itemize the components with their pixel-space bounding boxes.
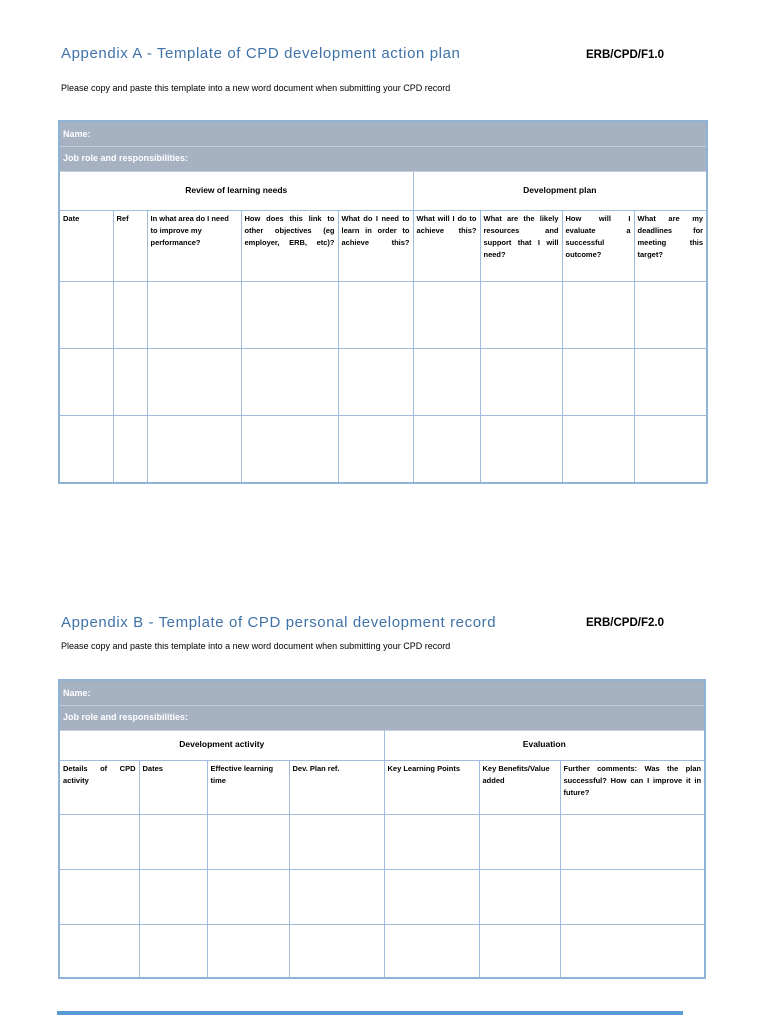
table-cell[interactable] [139,869,207,924]
table-cell[interactable] [562,281,634,348]
table-cell[interactable] [241,281,338,348]
evaluation-header: Evaluation [384,730,705,760]
table-cell[interactable] [413,416,480,483]
column-header-learning-needed: What do I need to learn in order to achieve this? [338,210,413,281]
table-cell[interactable] [338,281,413,348]
table-cell[interactable] [338,416,413,483]
appendix-a-title: Appendix A - Template of CPD development action plan [61,45,461,62]
table-cell[interactable] [560,814,705,869]
table-cell[interactable] [384,814,479,869]
appendix-b-title: Appendix B - Template of CPD personal development record [61,614,497,631]
table-cell[interactable] [413,281,480,348]
table-row [59,281,707,348]
table-cell[interactable] [113,281,147,348]
column-header-activity-details: Details of CPD activity [59,760,139,814]
table-row [59,416,707,483]
column-header-improvement-area: In what area do I need to improve my performance? [147,210,241,281]
table-cell[interactable] [207,869,289,924]
table-cell[interactable] [560,924,705,978]
table-cell[interactable] [289,814,384,869]
table-cell[interactable] [241,416,338,483]
column-header-actions: What will I do to achieve this? [413,210,480,281]
table-cell[interactable] [480,416,562,483]
job-role-label: Job role and responsibilities: [59,705,705,730]
column-header-ref: Ref [113,210,147,281]
column-header-dates: Dates [139,760,207,814]
table-cell[interactable] [147,349,241,416]
table-cell[interactable] [147,416,241,483]
appendix-a-code: ERB/CPD/F1.0 [586,49,664,61]
table-cell[interactable] [634,416,707,483]
column-header-resources: What are the likely resources and support that I will need? [480,210,562,281]
table-cell[interactable] [479,869,560,924]
column-header-key-points: Key Learning Points [384,760,479,814]
table-cell[interactable] [562,349,634,416]
table-cell[interactable] [289,869,384,924]
table-cell[interactable] [562,416,634,483]
column-header-date: Date [59,210,113,281]
table-cell[interactable] [207,814,289,869]
column-header-evaluation: How will I evaluate a successful outcome? [562,210,634,281]
job-role-label: Job role and responsibilities: [59,146,707,171]
table-cell[interactable] [480,281,562,348]
table-cell[interactable] [338,349,413,416]
appendix-b-table [58,679,706,979]
table-row [59,814,705,869]
column-header-objectives-link: How does this link to other objectives (eg employer, ERB, etc)? [241,210,338,281]
column-header-learning-time: Effective learning time [207,760,289,814]
table-cell[interactable] [634,349,707,416]
table-cell[interactable] [207,924,289,978]
table-row [59,924,705,978]
table-cell[interactable] [147,281,241,348]
appendix-b-code: ERB/CPD/F2.0 [586,617,664,629]
table-cell[interactable] [59,924,139,978]
table-cell[interactable] [139,924,207,978]
column-header-further-comments: Further comments: Was the plan successful? How can I improve it in future? [560,760,705,814]
appendix-a-instruction: Please copy and paste this template into a new word document when submitting your CPD record [61,83,451,93]
table-cell[interactable] [59,281,113,348]
table-cell[interactable] [59,814,139,869]
column-header-key-benefits: Key Benefits/Value added [479,760,560,814]
table-cell[interactable] [241,349,338,416]
footer-rule [57,1011,683,1015]
table-cell[interactable] [59,869,139,924]
development-plan-header: Development plan [413,171,707,210]
table-cell[interactable] [59,349,113,416]
table-cell[interactable] [113,416,147,483]
table-cell[interactable] [384,869,479,924]
table-cell[interactable] [479,924,560,978]
table-cell[interactable] [289,924,384,978]
table-cell[interactable] [560,869,705,924]
table-row [59,869,705,924]
table-cell[interactable] [113,349,147,416]
table-row [59,349,707,416]
table-cell[interactable] [479,814,560,869]
table-cell[interactable] [384,924,479,978]
column-header-plan-ref: Dev. Plan ref. [289,760,384,814]
appendix-a-table [58,120,708,484]
name-label: Name: [59,121,707,146]
table-cell[interactable] [139,814,207,869]
name-label: Name: [59,680,705,705]
table-cell[interactable] [480,349,562,416]
table-cell[interactable] [634,281,707,348]
table-cell[interactable] [59,416,113,483]
appendix-b-instruction: Please copy and paste this template into a new word document when submitting your CPD record [61,641,451,651]
table-cell[interactable] [413,349,480,416]
column-header-deadlines: What are my deadlines for meeting this target? [634,210,707,281]
review-of-learning-needs-header: Review of learning needs [59,171,413,210]
development-activity-header: Development activity [59,730,384,760]
